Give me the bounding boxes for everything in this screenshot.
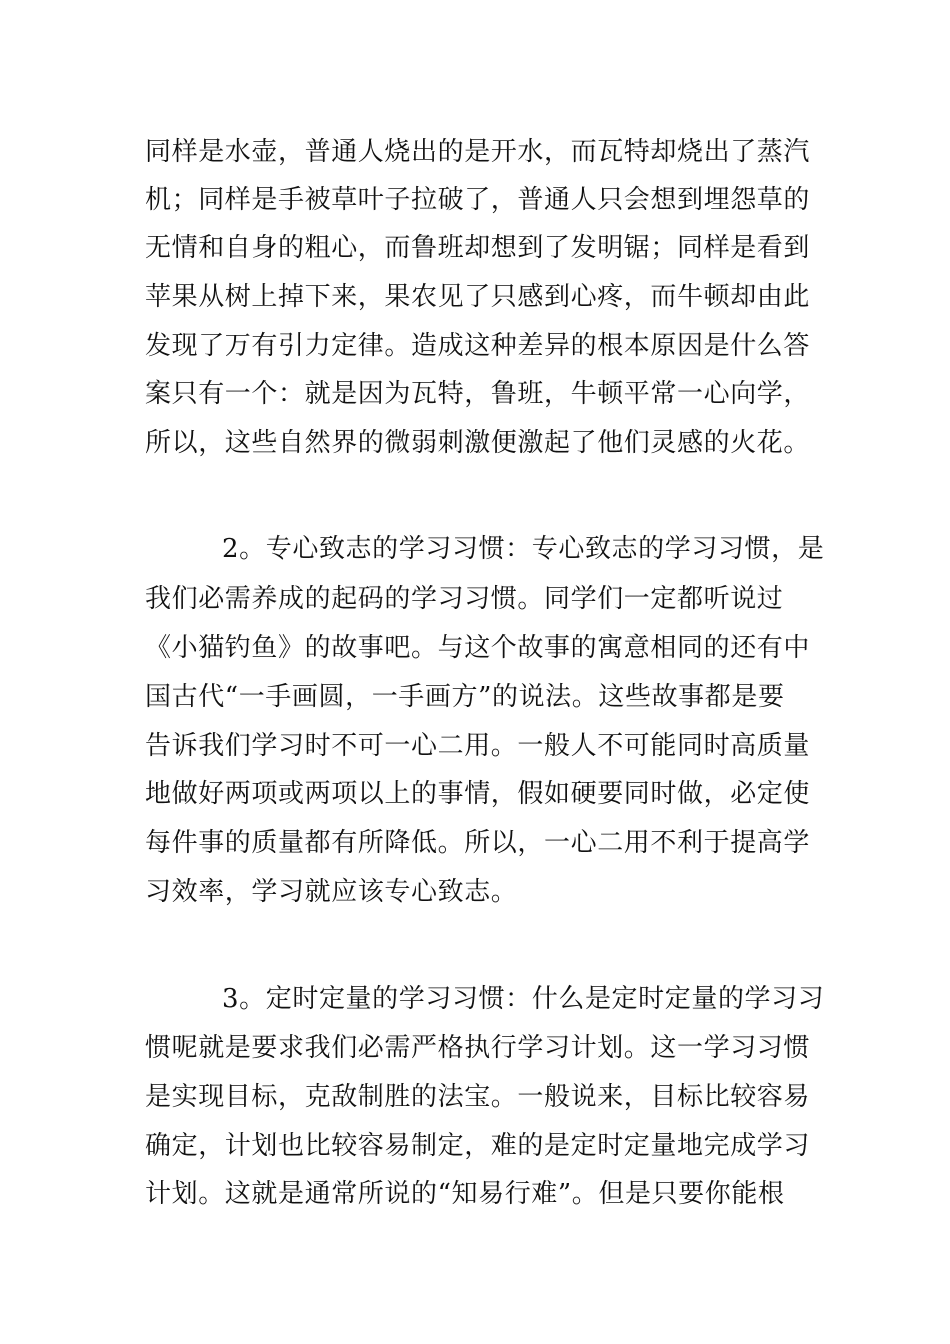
text-line: 苹果从树上掉下来，果农见了只感到心疼，而牛顿却由此 [145,282,811,312]
text-line: 惯呢就是要求我们必需严格执行学习计划。这一学习习惯 [145,1033,811,1063]
text-line: 习效率，学习就应该专心致志。 [145,877,518,907]
text-line: 每件事的质量都有所降低。所以，一心二用不利于提高学 [145,828,811,858]
text-line: 我们必需养成的起码的学习习惯。同学们一定都听说过 [145,584,784,614]
text-line: 国古代“一手画圆，一手画方”的说法。这些故事都是要 [145,682,785,712]
text-line: 告诉我们学习时不可一心二用。一般人不可能同时高质量 [145,731,811,761]
text-line: 《小猫钓鱼》的故事吧。与这个故事的寓意相同的还有中 [145,633,811,663]
text-line: 确定，计划也比较容易制定，难的是定时定量地完成学习 [145,1131,811,1161]
paragraph-first-line: 3。定时定量的学习习惯：什么是定时定量的学习习 [222,984,825,1014]
text-line: 计划。这就是通常所说的“知易行难”。但是只要你能根 [145,1179,785,1209]
text-line: 发现了万有引力定律。造成这种差异的根本原因是什么答 [145,331,811,361]
text-line: 所以，这些自然界的微弱刺激便激起了他们灵感的火花。 [145,428,811,458]
text-line: 是实现目标，克敌制胜的法宝。一般说来，目标比较容易 [145,1082,811,1112]
text-line: 无情和自身的粗心，而鲁班却想到了发明锯；同样是看到 [145,233,811,263]
text-line: 机；同样是手被草叶子拉破了，普通人只会想到埋怨草的 [145,185,811,215]
paragraph-first-line: 2。专心致志的学习习惯：专心致志的学习习惯，是 [222,534,825,564]
text-line: 案只有一个：就是因为瓦特，鲁班，牛顿平常一心向学， [145,379,811,409]
text-line: 同样是水壶，普通人烧出的是开水，而瓦特却烧出了蒸汽 [145,137,811,167]
text-line: 地做好两项或两项以上的事情，假如硬要同时做，必定使 [145,779,811,809]
